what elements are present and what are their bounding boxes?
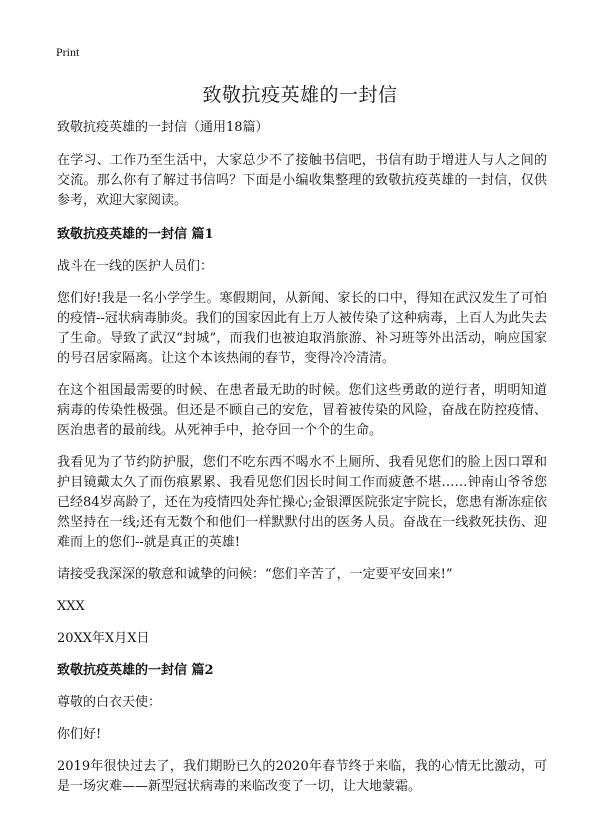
letter-paragraph: 在这个祖国最需要的时候、在患者最无助的时候。您们这些勇敢的逆行者，明明知道病毒的传染性极强。但还是不顾自己的安危，冒着被传染的风险，奋战在防控疫情、医治患者的最前线。从死神手中，抢夺回一个个的生命。 — [57, 383, 547, 438]
article-body — [57, 118, 547, 809]
letter-paragraph: 你们好! — [57, 727, 102, 742]
letter-section-2 — [57, 661, 547, 797]
letter-date: 20XX年X月X日 — [57, 631, 150, 646]
letter-paragraph: 请接受我深深的敬意和诚挚的问候：“您们辛苦了，一定要平安回来!” — [57, 567, 453, 582]
letter-paragraph: 我看见为了节约防护服，您们不吃东西不喝水不上厕所、我看见您们的脸上因口罩和护目镜戴太久了而伤痕累累、我看见您们因长时间工作而疲惫不堪……钟南山爷爷您已经84岁高龄了，还在为疫情四处奔忙操心;金银潭医院张定宇院长，您患有渐冻症依然坚持在一线;还有无数个和他们一样默默付出的医务人员。奋战在一线救死扶伤、迎难而上的您们--就是真正的英雄! — [57, 455, 547, 550]
letter-greeting: 战斗在一线的医护人员们： — [57, 259, 214, 274]
intro-paragraph: 在学习、工作乃至生活中，大家总少不了接触书信吧，书信有助于增进人与人之间的交流。那么你有了解过书信吗？下面是小编收集整理的致敬抗疫英雄的一封信，仅供参考，欢迎大家阅读。 — [57, 153, 547, 208]
article-subtitle: 致敬抗疫英雄的一封信（通用18篇） — [57, 120, 269, 135]
letter-section-1 — [57, 225, 547, 649]
letter-paragraph: 您们好!我是一名小学学生。寒假期间，从新闻、家长的口中，得知在武汉发生了可怕的疫情--冠状病毒肺炎。我们的国家因此有上万人被传染了这种病毒，上百人为此失去了生命。导致了武汉“封城”，而我们也被迫取消旅游、补习班等外出活动，响应国家的号召居家隔离。让这个本该热闹的春节，变得冷冷清清。 — [57, 291, 547, 366]
letter-paragraph: 2019年很快过去了，我们期盼已久的2020年春节终于来临，我的心情无比激动，可是一场灾难——新型冠状病毒的来临改变了一切，让大地蒙霜。 — [57, 759, 547, 794]
print-link[interactable]: Print — [56, 45, 80, 59]
section-heading: 致敬抗疫英雄的一封信 篇1 — [57, 227, 214, 242]
letter-greeting: 尊敬的白衣天使： — [57, 695, 162, 710]
page-title: 致敬抗疫英雄的一封信 — [202, 84, 398, 106]
letter-signature: XXX — [57, 599, 85, 614]
section-heading: 致敬抗疫英雄的一封信 篇2 — [57, 663, 214, 678]
